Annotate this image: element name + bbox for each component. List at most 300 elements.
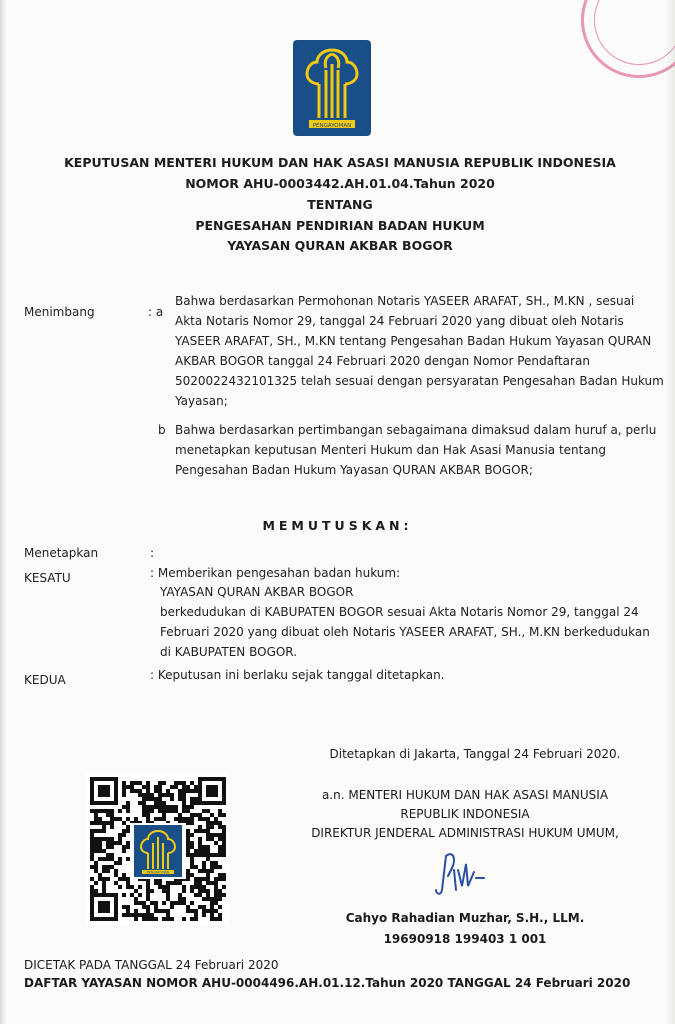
qr-module [206, 857, 210, 861]
qr-module [94, 865, 98, 869]
qr-module [174, 809, 178, 813]
qr-module [162, 809, 166, 813]
qr-module [182, 897, 186, 901]
qr-module [118, 841, 122, 845]
qr-module [94, 849, 98, 853]
qr-module [218, 845, 222, 849]
qr-module [130, 789, 134, 793]
qr-module [162, 805, 166, 809]
qr-module [98, 841, 102, 845]
qr-module [194, 849, 198, 853]
qr-module [106, 813, 110, 817]
qr-module [194, 797, 198, 801]
qr-module [214, 853, 218, 857]
qr-module [98, 817, 102, 821]
qr-module [186, 789, 190, 793]
qr-module [150, 793, 154, 797]
qr-module [174, 805, 178, 809]
qr-module [146, 885, 150, 889]
qr-module [186, 905, 190, 909]
qr-module [154, 817, 158, 821]
qr-module [122, 805, 126, 809]
qr-module [166, 897, 170, 901]
qr-module [206, 825, 210, 829]
menimbang-a-line: AKBAR BOGOR tanggal 24 Februari 2020 dengan Nomor Pendaftaran [175, 354, 590, 368]
qr-module [182, 781, 186, 785]
qr-module [162, 793, 166, 797]
qr-module [214, 917, 218, 921]
kesatu-line: di KABUPATEN BOGOR. [160, 645, 298, 659]
qr-module [162, 817, 166, 821]
on-behalf-line1: a.n. MENTERI HUKUM DAN HAK ASASI MANUSIA [321, 788, 609, 802]
menimbang-a-text [175, 291, 664, 411]
qr-module [114, 817, 118, 821]
qr-module [214, 881, 218, 885]
qr-module [110, 809, 114, 813]
qr-module [178, 881, 182, 885]
qr-module [186, 817, 190, 821]
qr-module [146, 917, 150, 921]
qr-module [150, 917, 154, 921]
qr-module [150, 805, 154, 809]
menimbang-a-line: Bahwa berdasarkan Permohonan Notaris YASEER ARAFAT, SH., M.KN , sesuai [175, 294, 635, 308]
qr-module [210, 837, 214, 841]
qr-module [198, 893, 202, 897]
qr-module [214, 865, 218, 869]
qr-module [106, 865, 110, 869]
qr-module [150, 913, 154, 917]
qr-module [94, 821, 98, 825]
qr-module [178, 781, 182, 785]
qr-module [94, 809, 98, 813]
qr-module [118, 857, 122, 861]
qr-module [122, 789, 126, 793]
qr-module [222, 837, 226, 841]
qr-module [166, 917, 170, 921]
qr-module [222, 873, 226, 877]
place-date: Ditetapkan di Jakarta, Tanggal 24 Februari 2020. [329, 747, 621, 761]
qr-module [138, 885, 142, 889]
qr-module [114, 873, 118, 877]
qr-module [162, 781, 166, 785]
qr-module [98, 837, 102, 841]
qr-module [218, 837, 222, 841]
qr-module [206, 849, 210, 853]
qr-module [122, 785, 126, 789]
qr-module [194, 829, 198, 833]
qr-module [118, 837, 122, 841]
qr-module [106, 877, 110, 881]
qr-module [206, 821, 210, 825]
qr-module [126, 913, 130, 917]
qr-module [130, 893, 134, 897]
qr-module [186, 785, 190, 789]
kesatu-body [160, 582, 660, 662]
qr-module [166, 793, 170, 797]
qr-module [162, 801, 166, 805]
qr-module [106, 869, 110, 873]
qr-module [194, 789, 198, 793]
qr-module [202, 849, 206, 853]
qr-module [102, 825, 106, 829]
qr-module [166, 913, 170, 917]
qr-module [222, 841, 226, 845]
qr-module [194, 885, 198, 889]
qr-module [90, 841, 94, 845]
qr-module [94, 869, 98, 873]
qr-module [170, 901, 174, 905]
qr-module [134, 789, 138, 793]
qr-module [194, 913, 198, 917]
qr-module [162, 813, 166, 817]
qr-module [166, 881, 170, 885]
qr-module [182, 789, 186, 793]
qr-module [102, 821, 106, 825]
qr-module [190, 841, 194, 845]
qr-module [194, 881, 198, 885]
qr-module [102, 837, 106, 841]
qr-module [182, 885, 186, 889]
qr-module [158, 805, 162, 809]
qr-module [158, 781, 162, 785]
qr-module [146, 905, 150, 909]
qr-module [222, 849, 226, 853]
qr-module [206, 893, 210, 897]
qr-module [102, 829, 106, 833]
qr-module [198, 829, 202, 833]
qr-module [158, 801, 162, 805]
qr-module [142, 797, 146, 801]
qr-module [202, 829, 206, 833]
qr-module [94, 881, 98, 885]
qr-module [126, 857, 130, 861]
qr-module [186, 873, 190, 877]
qr-module [114, 861, 118, 865]
qr-module [186, 809, 190, 813]
qr-module [214, 909, 218, 913]
qr-logo-text: PENGAYOMAN [146, 870, 170, 875]
qr-module [190, 873, 194, 877]
qr-module [194, 893, 198, 897]
qr-module [146, 805, 150, 809]
qr-module [102, 885, 106, 889]
qr-module [206, 837, 210, 841]
qr-module [102, 869, 106, 873]
qr-module [170, 793, 174, 797]
qr-module [182, 901, 186, 905]
qr-module [198, 905, 202, 909]
qr-module [222, 893, 226, 897]
qr-module [162, 917, 166, 921]
qr-module [186, 909, 190, 913]
qr-module [146, 817, 150, 821]
qr-module [198, 881, 202, 885]
qr-module [154, 917, 158, 921]
qr-module [118, 861, 122, 865]
qr-module [154, 905, 158, 909]
qr-module [142, 901, 146, 905]
qr-module [154, 801, 158, 805]
qr-module [122, 893, 126, 897]
qr-module [142, 809, 146, 813]
qr-module [154, 881, 158, 885]
qr-module [138, 793, 142, 797]
qr-module [178, 901, 182, 905]
qr-module [174, 785, 178, 789]
qr-module [202, 913, 206, 917]
qr-module [126, 809, 130, 813]
scan-edge-right [665, 0, 675, 1024]
qr-module [138, 801, 142, 805]
qr-module [194, 917, 198, 921]
qr-module [158, 793, 162, 797]
qr-module [222, 825, 226, 829]
qr-module [190, 885, 194, 889]
qr-module [210, 833, 214, 837]
qr-module [146, 897, 150, 901]
menetapkan-colon: : [150, 546, 155, 560]
qr-module [106, 857, 110, 861]
qr-module [170, 905, 174, 909]
qr-module [90, 829, 94, 833]
qr-module [210, 865, 214, 869]
qr-module [126, 785, 130, 789]
qr-module [214, 893, 218, 897]
qr-module [190, 889, 194, 893]
qr-module [114, 881, 118, 885]
qr-module [194, 801, 198, 805]
qr-module [214, 861, 218, 865]
qr-module [178, 897, 182, 901]
qr-module [142, 917, 146, 921]
qr-module [122, 781, 126, 785]
qr-module [146, 913, 150, 917]
qr-module [214, 877, 218, 881]
qr-module [130, 913, 134, 917]
qr-module [170, 917, 174, 921]
qr-module [178, 813, 182, 817]
qr-module [210, 869, 214, 873]
qr-module [206, 873, 210, 877]
qr-module [190, 909, 194, 913]
qr-module [210, 909, 214, 913]
qr-module [186, 821, 190, 825]
qr-module [202, 869, 206, 873]
qr-module [166, 909, 170, 913]
qr-module [198, 869, 202, 873]
qr-module [150, 901, 154, 905]
qr-module [90, 857, 94, 861]
qr-module [166, 805, 170, 809]
qr-module [178, 797, 182, 801]
qr-module [202, 817, 206, 821]
printed-date: DICETAK PADA TANGGAL 24 Februari 2020 [24, 958, 279, 972]
qr-module [190, 821, 194, 825]
qr-module [214, 841, 218, 845]
qr-module [166, 893, 170, 897]
qr-module [90, 853, 94, 857]
qr-module [158, 789, 162, 793]
qr-module [202, 861, 206, 865]
qr-module [126, 817, 130, 821]
qr-module [218, 893, 222, 897]
qr-module [166, 885, 170, 889]
qr-module [198, 817, 202, 821]
qr-module [134, 817, 138, 821]
qr-module [210, 821, 214, 825]
menimbang-a-line: Yayasan; [175, 394, 228, 408]
scan-edge-left [0, 0, 6, 1024]
qr-module [102, 877, 106, 881]
qr-module [126, 885, 130, 889]
qr-module [210, 913, 214, 917]
qr-module [94, 861, 98, 865]
qr-module [190, 797, 194, 801]
qr-module [206, 845, 210, 849]
qr-module [210, 825, 214, 829]
qr-module [106, 837, 110, 841]
qr-module [182, 817, 186, 821]
qr-module [134, 781, 138, 785]
qr-module [102, 849, 106, 853]
qr-module [222, 877, 226, 881]
qr-module [154, 909, 158, 913]
qr-module [202, 885, 206, 889]
qr-module [126, 829, 130, 833]
qr-module [98, 829, 102, 833]
qr-module [146, 893, 150, 897]
qr-module [218, 825, 222, 829]
qr-module [134, 901, 138, 905]
qr-module [214, 897, 218, 901]
qr-module [194, 909, 198, 913]
qr-module [158, 797, 162, 801]
qr-module [182, 797, 186, 801]
qr-module [106, 845, 110, 849]
qr-module [122, 913, 126, 917]
qr-module [206, 829, 210, 833]
qr-module [102, 857, 106, 861]
qr-module [218, 821, 222, 825]
qr-module [98, 809, 102, 813]
qr-module [202, 845, 206, 849]
qr-module [170, 785, 174, 789]
qr-module [218, 849, 222, 853]
qr-module [122, 845, 126, 849]
qr-module [114, 841, 118, 845]
qr-module [214, 833, 218, 837]
qr-module [202, 809, 206, 813]
qr-module [94, 837, 98, 841]
qr-module [122, 873, 126, 877]
kesatu-intro: : Memberikan pengesahan badan hukum: [150, 566, 401, 580]
menimbang-a-line: Akta Notaris Nomor 29, tanggal 24 Februari 2020 yang dibuat oleh Notaris [175, 314, 624, 328]
decree-tentang: TENTANG [307, 197, 373, 212]
qr-module [110, 841, 114, 845]
qr-module [126, 905, 130, 909]
qr-module [198, 889, 202, 893]
kedua-text: : Keputusan ini berlaku sejak tanggal ditetapkan. [150, 668, 445, 682]
kesatu-line: berkedudukan di KABUPATEN BOGOR sesuai Akta Notaris Nomor 29, tanggal 24 [160, 605, 639, 619]
qr-module [146, 909, 150, 913]
qr-module [162, 889, 166, 893]
qr-module [94, 841, 98, 845]
qr-module [118, 817, 122, 821]
qr-module [98, 845, 102, 849]
qr-module [206, 833, 210, 837]
qr-module [186, 853, 190, 857]
qr-module [210, 917, 214, 921]
qr-module [122, 829, 126, 833]
qr-module [158, 885, 162, 889]
qr-module [218, 873, 222, 877]
qr-module [170, 881, 174, 885]
qr-module [182, 809, 186, 813]
qr-module [202, 877, 206, 881]
handwritten-signature [432, 846, 492, 898]
kesatu-line: Februari 2020 yang dibuat oleh Notaris YASEER ARAFAT, SH., M.KN berkedudukan [160, 625, 650, 639]
kesatu-label: KESATU [24, 571, 71, 585]
qr-module [194, 853, 198, 857]
qr-module [218, 917, 222, 921]
qr-module [118, 833, 122, 837]
qr-module [174, 817, 178, 821]
qr-module [198, 837, 202, 841]
qr-module [150, 889, 154, 893]
qr-module [158, 817, 162, 821]
qr-module [134, 897, 138, 901]
qr-module [206, 853, 210, 857]
qr-module [218, 813, 222, 817]
qr-module [186, 845, 190, 849]
qr-module [158, 881, 162, 885]
foundation-name: YAYASAN QURAN AKBAR BOGOR [227, 238, 453, 253]
qr-module [98, 877, 102, 881]
qr-module [206, 889, 210, 893]
qr-module [218, 877, 222, 881]
qr-module [138, 893, 142, 897]
qr-module [190, 781, 194, 785]
qr-module [130, 885, 134, 889]
qr-module [202, 889, 206, 893]
qr-module [110, 821, 114, 825]
qr-module [110, 865, 114, 869]
qr-module [214, 885, 218, 889]
qr-module [202, 905, 206, 909]
qr-module [190, 865, 194, 869]
qr-module [190, 901, 194, 905]
qr-module [210, 881, 214, 885]
qr-module [110, 857, 114, 861]
qr-module [110, 853, 114, 857]
qr-module [198, 825, 202, 829]
qr-module [170, 797, 174, 801]
qr-module [106, 853, 110, 857]
qr-module [190, 917, 194, 921]
qr-module [98, 857, 102, 861]
qr-module [190, 845, 194, 849]
qr-module [178, 817, 182, 821]
qr-module [190, 801, 194, 805]
qr-module [138, 901, 142, 905]
menimbang-a-line: YASEER ARAFAT, SH., M.KN tentang Pengesahan Badan Hukum Yayasan QURAN [175, 334, 652, 348]
qr-module [222, 853, 226, 857]
qr-module [182, 889, 186, 893]
qr-module [118, 877, 122, 881]
qr-module [110, 845, 114, 849]
qr-module [154, 901, 158, 905]
qr-module [106, 841, 110, 845]
